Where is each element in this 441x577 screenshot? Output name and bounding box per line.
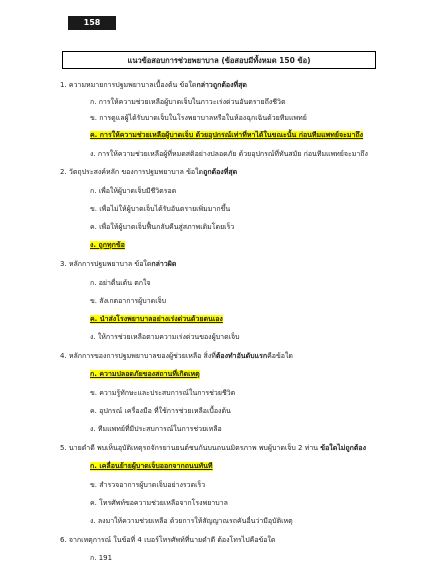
question-text: 2. วัตถุประสงค์หลัก ของการปฐมพยาบาล ข้อใด — [60, 168, 204, 176]
choice-1c-answer: ค. การให้ความช่วยเหลือผู้บาดเจ็บ ด้วยอุปกรณ์เท่าที่หาได้ในขณะนั้น ก่อนทีมแพทย์จะมาถึง — [90, 131, 364, 139]
choice-1a: ก. การให้ความช่วยเหลือผู้บาดเจ็บในภาวะเร่งด่วนอันตรายถึงชีวิต — [90, 98, 286, 106]
question-emphasis: ข้อใดไม่ถูกต้อง — [320, 444, 367, 452]
choice-3b: ข. สังเกตอาการผู้บาดเจ็บ — [90, 297, 167, 305]
question-4 — [60, 352, 293, 361]
question-text: 1. ความหมายการปฐมพยาบาลเบื้องต้น ข้อใด — [60, 81, 197, 89]
choice-2d-answer: ง. ถูกทุกข้อ — [90, 241, 125, 249]
choice-1b: ข. การดูแลผู้ได้รับบาดเจ็บในโรงพยาบาลหรือในห้องฉุกเฉินด้วยทีมแพทย์ — [90, 114, 307, 122]
question-text-suffix: คือข้อใด — [267, 352, 293, 360]
question-text: 3. หลักการปฐมพยาบาล ข้อใด — [60, 260, 152, 268]
question-text: 5. นายดำดี พบเห็นอุบัติเหตุรถจักรยานยนต์ชนกันบนถนนมิตรภาพ พบผู้บาดเจ็บ 2 ท่าน — [60, 444, 321, 452]
choice-3a: ก. อย่าตื่นเต้น ตกใจ — [90, 279, 151, 287]
choice-4b: ข. ความรู้ทักษะและประสบการณ์ในการช่วยชีวิต — [90, 389, 236, 397]
choice-4d: ง. ทีมแพทย์ที่มีประสบการณ์ในการช่วยเหลือ — [90, 425, 222, 433]
choice-1d: ง. การให้ความช่วยเหลือผู้ที่หมดสติอย่างปลอดภัย ด้วยอุปกรณ์ที่ทันสมัย ก่อนทีมแพทย์จะมาถึง — [90, 150, 368, 158]
choice-5a-answer: ก. เคลื่อนย้ายผู้บาดเจ็บออกจากถนนทันที — [90, 462, 213, 470]
choice-6a: ก. 191 — [90, 554, 113, 562]
page-number: 158 — [68, 16, 116, 30]
question-text: 6. จากเหตุการณ์ ในข้อที่ 4 เบอร์โทรศัพท์ที่นายดำดี ต้องโทรไปคือข้อใด — [60, 536, 276, 544]
choice-5d: ง. ลงมาให้ความช่วยเหลือ ด้วยการให้สัญญาณรถคันอื่นว่ามีอุบัติเหตุ — [90, 517, 293, 525]
choice-2b: ข. เพื่อไม่ให้ผู้บาดเจ็บได้รับอันตรายเพิ่มมากขึ้น — [90, 205, 231, 213]
choice-2a: ก. เพื่อให้ผู้บาดเจ็บมีชีวิตรอด — [90, 187, 177, 195]
question-2 — [60, 168, 237, 177]
choice-4a-answer: ก. ความปลอดภัยของสถานที่เกิดเหตุ — [90, 370, 200, 378]
question-emphasis: ถูกต้องที่สุด — [203, 168, 238, 176]
question-emphasis: กล่าวถูกต้องที่สุด — [196, 81, 247, 89]
choice-3d: ง. ให้การช่วยเหลือตามความเร่งด่วนของผู้บาดเจ็บ — [90, 333, 240, 341]
choice-2c: ค. เพื่อให้ผู้บาดเจ็บฟื้นกลับคืนสู่สภาพเดิมโดยเร็ว — [90, 223, 235, 231]
question-emphasis: กล่าวผิด — [151, 260, 177, 268]
choice-4c: ค. อุปกรณ์ เครื่องมือ ที่ใช้การช่วยเหลือเบื้องต้น — [90, 407, 231, 415]
question-text: 4. หลักการของการปฐมพยาบาลของผู้ช่วยเหลือ สิ่งที่ — [60, 352, 216, 360]
choice-3c-answer: ค. นำส่งโรงพยาบาลอย่างเร่งด่วนด้วยตนเอง — [90, 315, 223, 323]
question-5 — [60, 444, 366, 453]
question-3 — [60, 260, 176, 269]
question-emphasis: ต้องทำอันดับแรก — [215, 352, 268, 360]
choice-5b: ข. สำรวจอาการผู้บาดเจ็บอย่างรวดเร็ว — [90, 481, 206, 489]
page-title: แนวข้อสอบการช่วยพยาบาล (ข้อสอบมีทั้งหมด 150 ข้อ) — [62, 51, 376, 69]
choice-5c: ค. โทรศัพท์ขอความช่วยเหลือจากโรงพยาบาล — [90, 499, 228, 507]
question-1 — [60, 81, 247, 90]
question-6 — [60, 536, 275, 545]
